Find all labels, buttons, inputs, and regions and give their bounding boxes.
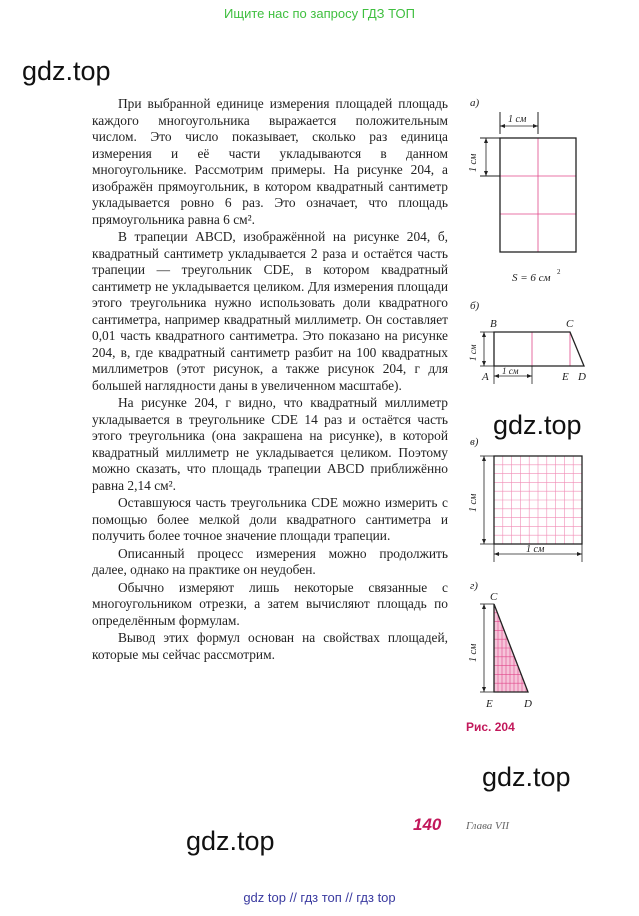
watermark: gdz.top xyxy=(186,826,275,856)
paragraph: Обычно измеряют лишь некоторые связанные с многоугольником отрезки, а затем вычисляют площадь по определённым формулам. xyxy=(92,579,448,628)
paragraph: Оставшуюся часть треугольника CDE можно измерить с помощью более мелкой доли квадратного сантиметра и получить более точное значение площади трапеции. xyxy=(92,495,448,543)
figure-a-label: а) xyxy=(470,97,480,109)
figure-v xyxy=(462,450,592,570)
paragraph: Описанный процесс измерения можно продолжить далее, однако на практике он неудобен. xyxy=(92,545,448,577)
watermark: gdz.top xyxy=(493,410,582,440)
figure-g-label: г) xyxy=(470,580,478,592)
watermark: gdz.top xyxy=(22,56,111,86)
body-text xyxy=(92,96,448,664)
point-C: C xyxy=(490,591,498,603)
figure-v-label: в) xyxy=(470,436,479,448)
figure-a-area-exp: 2 xyxy=(557,268,561,276)
figure-g-dim-left: 1 см xyxy=(468,643,479,662)
paragraph: На рисунке 204, г видно, что квадратный миллиметр укладывается в треугольнике CDE 14 раз и остаётся часть этого треугольника (она закрашена на рисунке), в которой квадратный миллиметр не укладывается целиком. Поэтому можно сказать, что площадь трапеции ABCD приближённо равна 2,14 см². xyxy=(92,395,448,493)
watermark: gdz.top xyxy=(482,762,571,792)
figure-g xyxy=(462,590,592,714)
page-number: 140 xyxy=(413,815,442,834)
chapter-title: Глава VII xyxy=(466,820,510,832)
footer-links[interactable]: gdz top // гдз топ // гдз top xyxy=(243,890,396,905)
paragraph: В трапеции ABCD, изображённой на рисунке 204, б, квадратный сантиметр укладывается 2 раза и остаётся часть трапеции — треугольник CDE, в котором квадратный сантиметр не укладывается целиком. Для измерения площади этого треугольника нужно использовать доли квадратного сантиметра, например квадратный миллиметр. Он составляет 0,01 часть квадратного сантиметра. Это показано на рисунке 204, в, где квадратный сантиметр разбит на 100 квадратных миллиметров (этот рисунок, а также рисунок 204, г для большей наглядности даны в увеличенном масштабе). xyxy=(92,229,448,393)
point-A: A xyxy=(482,371,489,383)
point-C: C xyxy=(566,318,574,330)
point-E: E xyxy=(562,371,569,383)
point-D: D xyxy=(524,698,532,710)
figure-b xyxy=(462,314,592,390)
figure-a xyxy=(462,108,592,288)
paragraph: Вывод этих формул основан на свойствах площадей, которые мы сейчас рассмотрим. xyxy=(92,630,448,662)
top-banner: Ищите нас по запросу ГДЗ ТОП xyxy=(224,6,415,21)
figure-a-dim-top: 1 см xyxy=(508,114,527,125)
figure-caption: Рис. 204 xyxy=(466,720,515,734)
figure-v-dim-left: 1 см xyxy=(468,493,479,512)
paragraph: При выбранной единице измерения площадей площадь каждого многоугольника выражается положительным числом. Это число показывает, сколько раз единица измерения и её части укладываются в данном многоугольнике. Рассмотрим примеры. На рисунке 204, а изображён прямоугольник, в котором квадратный сантиметр укладывается ровно 6 раз. Это означает, что площадь прямоугольника равна 6 см². xyxy=(92,96,448,227)
point-B: B xyxy=(490,318,497,330)
figure-b-label: б) xyxy=(470,300,480,312)
figure-a-dim-left: 1 см xyxy=(468,153,479,172)
figure-b-dim-bottom: 1 см xyxy=(502,366,519,376)
point-E: E xyxy=(486,698,493,710)
figure-b-dim-left: 1 см xyxy=(468,344,478,361)
point-D: D xyxy=(578,371,586,383)
figure-v-dim-bottom: 1 см xyxy=(526,544,545,555)
figure-a-area: S = 6 см xyxy=(512,272,551,284)
